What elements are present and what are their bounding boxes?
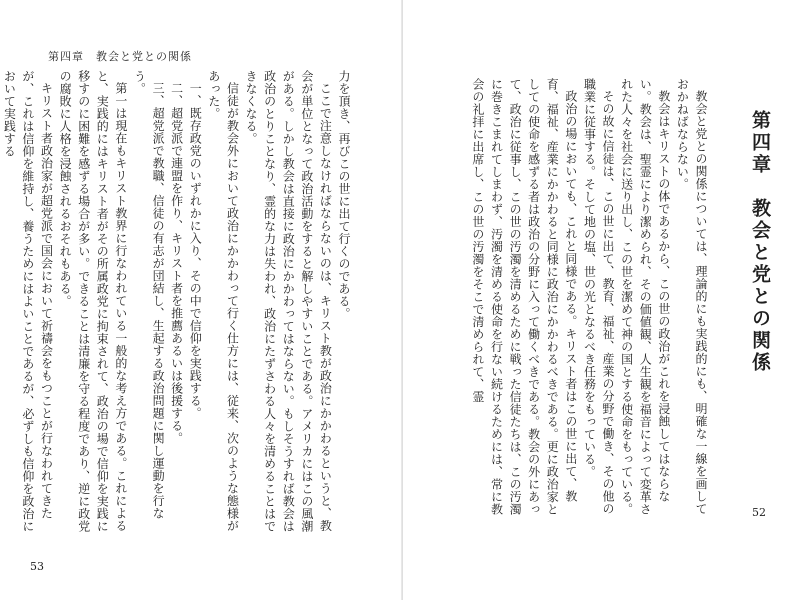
list-item: 一、既存政党のいずれかに入り、その中で信仰を実践する。 xyxy=(188,82,203,420)
paragraph: 信徒が教会外において政治にかかわって行く仕方には、従来、次のような態様があった。 xyxy=(206,70,240,532)
left-page-body xyxy=(0,70,353,540)
paragraph: 教会と党との関係については、理論的にも実践的にも、明確な一線を画しておかねばならない。 xyxy=(675,78,708,515)
paragraph: 第一は現在もキリスト教界に行なわれている一般的な考え方である。これによると、実践的にはキリスト者がその所属政党に拘束されて、政治の場で信仰を実践に移すのに困難を感ずる場合が多い。できることは清廉を守る程度であり、逆に政党の腐敗に人格を浸蝕されるおそれもある。 xyxy=(58,70,128,533)
page-number: 53 xyxy=(30,560,44,573)
paragraph: 力を頂き、再びこの世に出て行くのである。 xyxy=(337,70,351,320)
paragraph: その故に信徒は、この世に出て、教育、福祉、産業の分野で働き、その他の職業に従事する。そして地の塩、世の光となるべき任務をもっている。 xyxy=(582,78,616,515)
list-item: 三、超党派で教職、信徒の有志が団結し、生起する政治問題に関し運動を行なう。 xyxy=(132,70,166,520)
paragraph: 政治の場においても、これと同様である。キリスト者はこの世に出て、教育、福祉、産業にかかわると同様に政治にかかわるべきである。更に政治家としての使命を感ずる者は政治の分野に入って働くべきである。教会の外にあって、政治に従事し、この世の汚濁を清めるために戦った信徒たちは、この汚濁に巻きこまれてしまわず、汚濁を清める使命を行ない続けるためには、常に教会の礼拝に出席し、この世の汚濁をそこで清められて、霊 xyxy=(470,78,578,516)
running-header: 第四章 教会と党との関係 xyxy=(48,50,192,63)
right-page-body xyxy=(468,78,710,518)
chapter-title: 第四章 教会と党との関係 xyxy=(749,110,771,374)
paragraph: ここで注意しなければならないのは、キリスト教が政治にかかわるというと、教会が単位となって政治活動をすると解しやすいことである。アメリカにはこの風潮がある。しかし教会は直接に政治にかかわってはならない。もしそうすれば教会は政治のとりことなり、霊的な力は失われ、政治にたずさわる人々を清めることはできなくなる。 xyxy=(244,70,333,533)
list-item: 二、超党派で連盟を作り、キリスト者を推薦あるいは後援する。 xyxy=(169,82,184,445)
right-page xyxy=(403,0,806,600)
page-number: 52 xyxy=(752,506,766,519)
paragraph: 教会はキリストの体であるから、この世の政治がこれを浸蝕してはならない。教会は、聖霊により潔められ、その価値観、人生観を福音によって変革された人々を社会に送り出し、この世を潔めて神の国とする使命をもっている。 xyxy=(619,78,671,516)
paragraph: キリスト者政治家が超党派で国会において祈禱会をもつことが行なわれてきたが、これは信仰を維持し、養うためにはよいことであるが、必ずしも信仰を政治において実践する xyxy=(2,70,54,533)
